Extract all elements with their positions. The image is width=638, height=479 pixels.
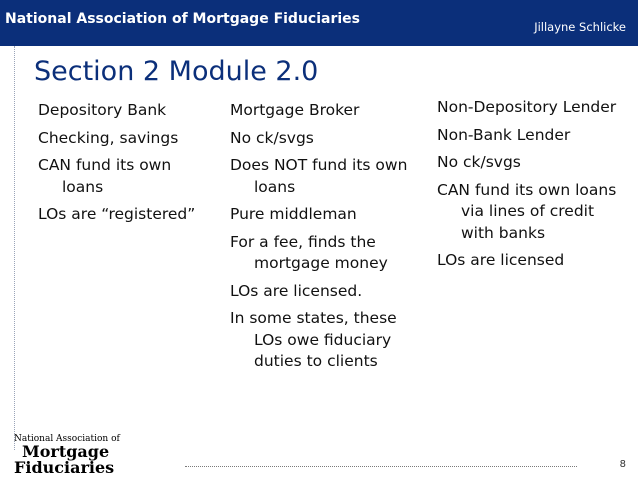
- left-divider: [14, 46, 15, 450]
- column-item: Mortgage Broker: [230, 101, 360, 119]
- column-item: Non-Bank Lender: [437, 125, 571, 144]
- logo-line-2: Mortgage: [22, 442, 110, 461]
- column-item: Pure middleman: [230, 205, 357, 223]
- column-item: For a fee, finds the mortgage money: [230, 232, 388, 272]
- column-non-depository-lender: [437, 97, 627, 278]
- column-item: Does NOT fund its own loans: [230, 156, 408, 196]
- column-item: In some states, these LOs owe fiduciary duties to clients: [230, 309, 397, 370]
- column-depository-bank: [38, 100, 208, 232]
- column-item: LOs are “registered”: [38, 205, 196, 223]
- logo-line-3: Fiduciaries: [14, 458, 115, 477]
- column-item: Depository Bank: [38, 101, 167, 119]
- column-item: LOs are licensed: [437, 251, 565, 269]
- slide-title: Section 2 Module 2.0: [34, 56, 319, 87]
- page-number: 8: [619, 459, 626, 470]
- column-item: CAN fund its own loans: [38, 156, 172, 196]
- column-item: LOs are licensed.: [230, 281, 363, 300]
- column-item: CAN fund its own loans via lines of credit with banks: [437, 180, 617, 242]
- header-bar: [0, 0, 638, 46]
- footer-divider: [185, 466, 577, 467]
- logo-line-1: National Association of: [14, 434, 120, 444]
- column-item: No ck/svgs: [437, 153, 521, 171]
- header-organization: National Association of Mortgage Fiduciaries: [5, 11, 360, 27]
- column-mortgage-broker: [230, 100, 418, 379]
- column-item: Checking, savings: [38, 128, 179, 147]
- header-author: Jillayne Schlicke: [534, 20, 626, 34]
- column-item: No ck/svgs: [230, 128, 314, 147]
- column-item: Non-Depository Lender: [437, 98, 617, 116]
- organization-logo: [12, 434, 120, 476]
